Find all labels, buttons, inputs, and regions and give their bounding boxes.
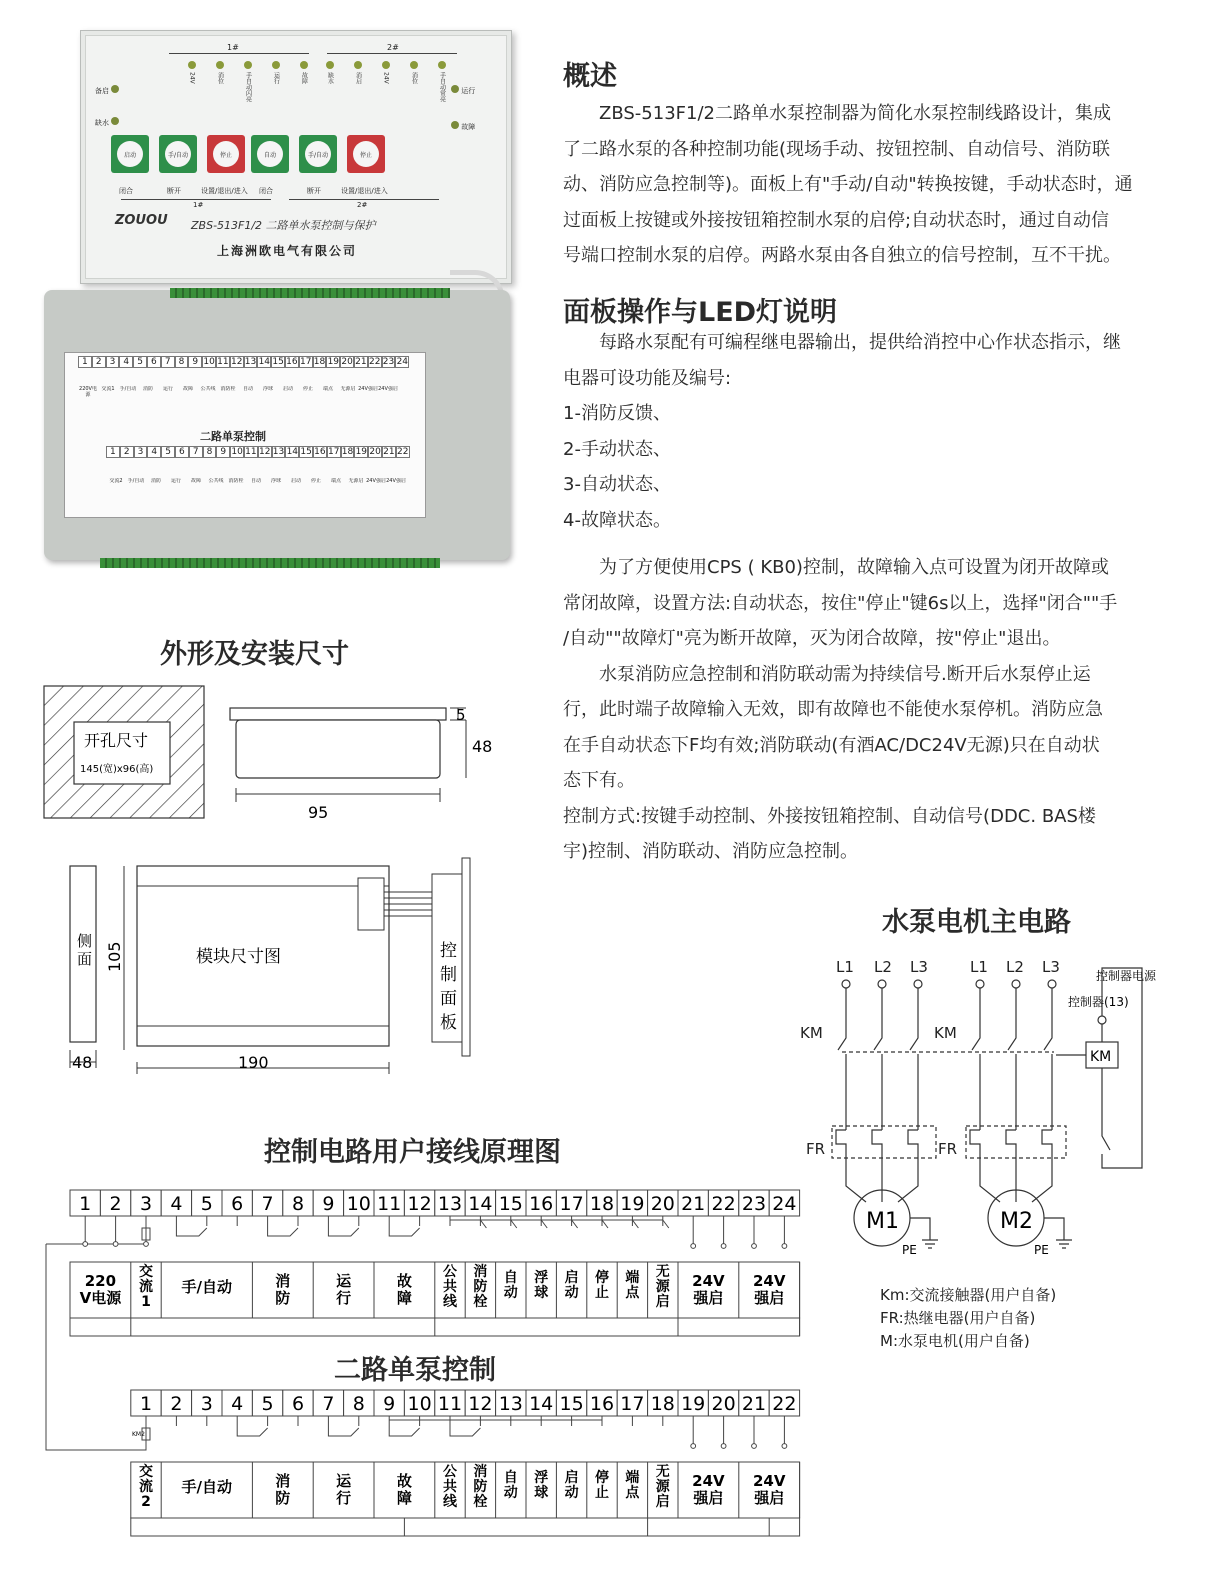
terminal-nums1-7: 7 xyxy=(261,1193,274,1215)
mini-terminal-nums2-1: 2 xyxy=(120,446,134,458)
g2-led-2: 24V xyxy=(375,61,397,86)
labels2-cell-4: 故障 xyxy=(396,1472,412,1507)
labels2-cell-8: 浮球 xyxy=(534,1470,549,1501)
labels2-cell-10: 停止 xyxy=(595,1470,609,1501)
mini-label-labels1-15: 24V强启 xyxy=(378,386,398,392)
mini-label-labels1-2: 手/自动 xyxy=(119,386,137,392)
mini-terminal-nums1-4: 5 xyxy=(133,356,147,368)
motor-m2: M2 xyxy=(1000,1209,1033,1234)
mini-label-labels2-9: 启动 xyxy=(290,478,301,484)
mini-terminal-nums1-6: 7 xyxy=(161,356,175,368)
led-standby: 备启 xyxy=(95,85,119,96)
mini-terminal-nums1-0: 1 xyxy=(78,356,92,368)
terminal-nums2-1: 1 xyxy=(139,1393,153,1415)
motor-m1: M1 xyxy=(866,1209,899,1234)
km2-label: KM2 xyxy=(132,1431,145,1438)
mini-label-labels1-12: 端点 xyxy=(322,386,333,392)
side-label: 侧面 xyxy=(77,932,93,968)
mini-label-labels1-8: 自动 xyxy=(242,386,253,392)
terminal-nums2-5: 5 xyxy=(261,1393,274,1415)
dim-48b: 48 xyxy=(72,1053,93,1072)
controller13-label: 控制器(13) xyxy=(1068,995,1129,1009)
terminal-nums2-11: 11 xyxy=(437,1393,463,1415)
mini-terminal-nums2-11: 12 xyxy=(258,447,271,457)
terminal-nums1-18: 18 xyxy=(589,1193,615,1215)
terminal-nums1-15: 15 xyxy=(498,1193,523,1215)
cutout-label: 开孔尺寸 xyxy=(84,731,149,750)
module-title: 二路单泵控制 xyxy=(200,430,266,443)
mini-terminal-nums2-18: 19 xyxy=(355,447,368,457)
brand-logo: ZOUOU xyxy=(115,213,168,228)
mini-label-labels1-11: 停止 xyxy=(302,386,313,392)
svg-text:KM: KM xyxy=(800,1024,823,1042)
terminal-nums1-4: 4 xyxy=(170,1193,183,1215)
mini-label-labels2-3: 运行 xyxy=(170,478,181,484)
mini-terminal-nums2-12: 13 xyxy=(272,447,285,457)
mini-terminal-nums1-12: 13 xyxy=(244,357,257,367)
g1-led-4: 故障 xyxy=(293,61,315,86)
mini-label-labels1-4: 运行 xyxy=(162,386,173,392)
mini-terminal-nums1-5: 6 xyxy=(147,356,161,368)
dim-95: 95 xyxy=(308,803,329,822)
mini-label-labels2-14: 24V强启 xyxy=(386,478,406,484)
mini-terminal-nums2-7: 8 xyxy=(203,446,217,458)
dim-5: 5 xyxy=(456,706,466,724)
mini-terminal-nums2-4: 5 xyxy=(161,446,175,458)
g1-led-3: 运行 xyxy=(265,61,287,86)
labels1-cell-0: 220 V电源 xyxy=(79,1272,122,1307)
terminal-nums1-9: 9 xyxy=(322,1193,335,1215)
mini-terminal-nums1-2: 3 xyxy=(106,356,120,368)
labels2-cell-2: 消防 xyxy=(275,1472,291,1507)
mini-terminal-nums2-5: 6 xyxy=(175,446,189,458)
labels2-cell-9: 启动 xyxy=(564,1470,579,1501)
mini-terminal-nums1-21: 22 xyxy=(368,357,381,367)
labels1-cell-2: 手/自动 xyxy=(181,1278,233,1296)
mini-terminal-nums2-15: 16 xyxy=(314,447,326,457)
mini-terminal-nums1-8: 9 xyxy=(188,356,202,368)
mini-terminal-nums1-19: 20 xyxy=(341,357,353,367)
terminal-nums2-20: 20 xyxy=(711,1393,736,1415)
labels2-cell-7: 自动 xyxy=(503,1470,518,1501)
mini-label-labels1-5: 故障 xyxy=(182,386,193,392)
cutout-size: 145(宽)x96(高) xyxy=(80,764,154,775)
mini-terminal-nums1-10: 11 xyxy=(217,357,229,367)
terminal-nums2-9: 9 xyxy=(383,1393,396,1415)
mini-terminal-nums1-11: 12 xyxy=(230,357,243,367)
mini-terminal-nums1-18: 19 xyxy=(327,357,340,367)
terminal-nums1-16: 16 xyxy=(529,1193,554,1215)
labels2-cell-14: 24V 强启 xyxy=(752,1472,786,1507)
terminal-nums1-14: 14 xyxy=(468,1193,493,1215)
wiring-diagram xyxy=(0,1180,820,1570)
labels1-cell-7: 消防栓 xyxy=(473,1264,488,1310)
g2-led-1: 消启 xyxy=(347,61,369,86)
svg-text:KM: KM xyxy=(1090,1049,1112,1065)
mini-terminal-nums1-9: 10 xyxy=(203,357,215,367)
svg-text:L1: L1 xyxy=(970,958,988,976)
terminal-nums1-10: 10 xyxy=(346,1193,371,1215)
mini-terminal-nums1-15: 16 xyxy=(286,357,298,367)
mini-terminal-nums1-14: 15 xyxy=(272,357,284,367)
g1-led-2: 手自动闪亮 xyxy=(237,61,259,104)
mini-label-labels2-10: 停止 xyxy=(310,478,321,484)
g1-led-0: 24V xyxy=(181,61,203,86)
terminal-nums2-13: 13 xyxy=(498,1393,523,1415)
terminal-nums2-10: 10 xyxy=(407,1393,432,1415)
mini-label-labels2-6: 消防栓 xyxy=(228,478,244,484)
led-fault: 故障 xyxy=(451,121,475,132)
terminal-nums1-17: 17 xyxy=(559,1193,584,1215)
motor-title: 水泵电机主电路 xyxy=(882,907,1071,938)
svg-text:L3: L3 xyxy=(1042,958,1060,976)
mini-label-labels2-7: 自动 xyxy=(250,478,261,484)
mini-label-labels2-5: 公共线 xyxy=(208,478,224,484)
mini-terminal-nums1-17: 18 xyxy=(313,357,326,367)
mini-label-labels1-3: 消防 xyxy=(142,386,153,392)
mini-terminal-nums1-13: 14 xyxy=(258,357,271,367)
mini-terminal-nums2-16: 17 xyxy=(327,447,340,457)
device-button-0[interactable]: 启动 xyxy=(111,135,149,173)
mini-label-labels1-1: 交流1 xyxy=(101,386,115,392)
overview-title: 概述 xyxy=(563,61,617,92)
mini-label-labels1-10: 启动 xyxy=(282,386,293,392)
mini-terminal-nums2-0: 1 xyxy=(106,446,120,458)
mini-terminal-nums2-10: 11 xyxy=(245,447,257,457)
mini-label-labels2-12: 无源启 xyxy=(348,478,364,484)
mini-label-labels1-9: 浮球 xyxy=(262,386,273,392)
g2-led-0: 缺水 xyxy=(319,61,341,86)
mini-terminal-nums2-9: 10 xyxy=(231,447,243,457)
mini-terminal-nums2-6: 7 xyxy=(189,446,203,458)
labels1-cell-14: 24V 强启 xyxy=(692,1272,725,1307)
labels1-cell-11: 停止 xyxy=(595,1270,609,1301)
svg-text:KM: KM xyxy=(934,1024,957,1042)
labels2-cell-11: 端点 xyxy=(625,1470,640,1501)
mini-label-labels1-13: 无源启 xyxy=(340,386,356,392)
g1-led-1: 消位 xyxy=(209,61,231,86)
motor-circuit xyxy=(790,950,1200,1270)
terminal-nums2-18: 18 xyxy=(650,1393,675,1415)
device-button-label-5: 设置/退出/进入 xyxy=(341,187,388,195)
terminal-nums1-13: 13 xyxy=(437,1193,463,1215)
device-front-panel: 1# 2# 24V 消位 手自动闪亮 运行 故障 缺水 消启 24V 消位 手自动常亮 备启 缺水 运行 故障 启动 手/自动 停止 自动 手/自动 停止 闭合 断开 设置/退出/进入 闭合 断开 设置/退出/进入 1# 2# ZOUOU ZBS-513F1/2 二路单水泵控制与保护 上海洲欧电气有限公司 xyxy=(80,30,512,284)
terminal-nums1-24: 24 xyxy=(772,1193,797,1215)
wiring-title: 控制电路用户接线原理图 xyxy=(264,1137,561,1168)
svg-text:PE: PE xyxy=(902,1243,917,1257)
terminal-nums1-5: 5 xyxy=(200,1193,213,1215)
device-button-label-0: 闭合 xyxy=(119,187,133,195)
device-button-label-1: 断开 xyxy=(167,187,181,195)
labels1-cell-9: 浮球 xyxy=(534,1270,549,1301)
led-water-shortage: 缺水 xyxy=(95,117,119,128)
mini-label-labels2-1: 手/自动 xyxy=(127,478,145,484)
led-running: 运行 xyxy=(451,85,475,96)
mini-label-labels1-0: 220V电源 xyxy=(79,386,97,398)
mini-label-labels2-13: 24V强启 xyxy=(366,478,386,484)
mini-label-labels2-8: 浮球 xyxy=(270,478,281,484)
labels1-cell-5: 故障 xyxy=(396,1272,412,1307)
labels1-cell-12: 端点 xyxy=(625,1270,640,1301)
panel-title: 面板操作与LED灯说明 xyxy=(563,297,838,328)
mini-terminal-nums1-1: 2 xyxy=(92,356,106,368)
terminal-nums1-23: 23 xyxy=(741,1193,767,1215)
device-button-2[interactable]: 停止 xyxy=(207,135,245,173)
terminal-nums2-14: 14 xyxy=(529,1393,554,1415)
terminal-nums2-21: 21 xyxy=(741,1393,767,1415)
device-button-label-2: 设置/退出/进入 xyxy=(201,187,248,195)
terminal-nums2-12: 12 xyxy=(468,1393,493,1415)
labels2-cell-6: 消防栓 xyxy=(473,1464,488,1510)
device-button-label-3: 闭合 xyxy=(259,187,273,195)
terminal-nums2-19: 19 xyxy=(681,1393,706,1415)
terminal-nums2-7: 7 xyxy=(322,1393,335,1415)
mini-terminal-nums2-8: 9 xyxy=(216,446,230,458)
device-photo xyxy=(40,30,520,575)
mini-label-labels2-2: 消防 xyxy=(150,478,161,484)
terminal-nums1-21: 21 xyxy=(681,1193,706,1215)
mini-terminal-nums2-21: 22 xyxy=(396,447,409,457)
device-company: 上海洲欧电气有限公司 xyxy=(217,244,358,258)
g2-led-4: 手自动常亮 xyxy=(431,61,453,104)
mini-terminal-nums2-20: 21 xyxy=(383,447,395,457)
dim-48: 48 xyxy=(472,737,493,756)
g2-led-3: 消位 xyxy=(403,61,425,86)
mini-terminal-nums2-14: 15 xyxy=(300,447,312,457)
wiring-subtitle: 二路单泵控制 xyxy=(334,1355,496,1386)
mini-terminal-nums1-22: 23 xyxy=(382,357,395,367)
mini-terminal-nums1-7: 8 xyxy=(175,356,189,368)
labels1-cell-6: 公共线 xyxy=(443,1264,457,1310)
terminal-nums1-8: 8 xyxy=(291,1193,305,1215)
device-button-3[interactable]: 自动 xyxy=(251,135,289,173)
dim-190: 190 xyxy=(238,1053,269,1072)
group1-label: 1# xyxy=(227,43,239,52)
labels1-cell-1: 交流 1 xyxy=(139,1264,153,1310)
labels1-cell-13: 无源启 xyxy=(655,1264,670,1310)
group2-label: 2# xyxy=(387,43,399,52)
dim-105: 105 xyxy=(105,941,124,972)
motor-legend: Km:交流接触器(用户自备) FR:热继电器(用户自备) M:水泵电机(用户自备) xyxy=(880,1286,1057,1350)
mini-terminal-nums1-23: 24 xyxy=(396,357,409,367)
mini-terminal-nums2-17: 18 xyxy=(341,447,354,457)
labels2-cell-3: 运行 xyxy=(336,1472,352,1507)
dimensions-title: 外形及安装尺寸 xyxy=(160,639,349,670)
labels1-cell-4: 运行 xyxy=(336,1272,352,1307)
labels2-cell-12: 无源启 xyxy=(655,1464,670,1510)
terminal-nums1-12: 12 xyxy=(407,1193,432,1215)
labels1-cell-3: 消防 xyxy=(275,1272,291,1307)
labels1-cell-8: 自动 xyxy=(503,1270,518,1301)
terminal-nums2-16: 16 xyxy=(589,1393,615,1415)
mini-label-labels2-0: 交流2 xyxy=(109,478,123,484)
panel-body: 每路水泵配有可编程继电器输出，提供给消控中心作状态指示，继 电器可设功能及编号: 1-消防反馈、 2-手动状态、 3-自动状态、 4-故障状态。 为了方便使用CPS ( KB0)控制，故障输入点可设置为闭开故障或 常闭故障，设置方法:自动状态，按住"停止"键6s以上，选择"闭合""手 /自动""故障灯"亮为断开故障，灭为闭合故障，按"停止"退出。 水泵消防应急控制和消防联动需为持续信号.断开后水泵停止运 行，此时端子故障输入无效，即有故障也不能使水泵停机。消防应急 在手自动状态下F均有效;消防联动(有酒AC/DC24V无源)只在自动状 态下有。 控制方式:按键手动控制、外接按钮箱控制、自动信号(DDC. BAS楼 宇)控制、消防联动、消防应急控制。 xyxy=(563,332,1121,862)
mini-label-labels1-7: 消防栓 xyxy=(220,386,236,392)
labels2-cell-1: 手/自动 xyxy=(181,1478,233,1496)
control-panel-label: 控制面板 xyxy=(440,941,457,1033)
svg-text:PE: PE xyxy=(1034,1243,1049,1257)
svg-text:FR: FR xyxy=(806,1140,826,1158)
terminal-nums2-8: 8 xyxy=(352,1393,365,1415)
svg-text:FR: FR xyxy=(938,1140,958,1158)
terminal-nums1-3: 3 xyxy=(139,1193,153,1215)
mini-label-labels1-6: 公共线 xyxy=(200,386,216,392)
svg-text:L2: L2 xyxy=(874,958,892,976)
overview-body: ZBS-513F1/2二路单水泵控制器为简化水泵控制线路设计，集成 了二路水泵的各种控制功能(现场手动、按钮控制、自动信号、消防联 动、消防应急控制等)。面板上有"手动/自动"转换按键，手动状态时，通 过面板上按键或外接按钮箱控制水泵的启停;自动状态时，通过自动信 号端口控制水泵的启停。两路水泵由各自独立的信号控制，互不干扰。 xyxy=(563,103,1133,266)
mini-label-labels2-4: 故障 xyxy=(190,478,201,484)
terminal-nums1-2: 2 xyxy=(109,1193,122,1215)
labels1-cell-15: 24V 强启 xyxy=(752,1272,786,1307)
mini-label-labels1-14: 24V强启 xyxy=(358,386,378,392)
terminal-nums2-17: 17 xyxy=(620,1393,645,1415)
mini-terminal-nums2-3: 4 xyxy=(147,446,161,458)
labels2-cell-13: 24V 强启 xyxy=(692,1472,725,1507)
device-button-label-4: 断开 xyxy=(307,187,321,195)
terminal-nums1-11: 11 xyxy=(377,1193,402,1215)
mini-label-labels2-11: 端点 xyxy=(330,478,341,484)
labels1-cell-10: 启动 xyxy=(564,1270,579,1301)
terminal-nums2-3: 3 xyxy=(200,1393,213,1415)
controller-power-label: 控制器电源 xyxy=(1096,969,1157,983)
terminal-nums1-22: 22 xyxy=(711,1193,736,1215)
terminal-nums2-4: 4 xyxy=(231,1393,244,1415)
svg-text:L1: L1 xyxy=(836,958,854,976)
module-size-label: 模块尺寸图 xyxy=(196,947,281,967)
terminal-nums1-1: 1 xyxy=(79,1193,92,1215)
mini-terminal-nums1-16: 17 xyxy=(299,357,312,367)
device-model: ZBS-513F1/2 二路单水泵控制与保护 xyxy=(191,219,376,232)
labels2-cell-5: 公共线 xyxy=(443,1464,457,1510)
device-button-5[interactable]: 停止 xyxy=(347,135,385,173)
terminal-nums1-20: 20 xyxy=(650,1193,675,1215)
mini-terminal-nums1-20: 21 xyxy=(355,357,367,367)
mini-terminal-nums2-19: 20 xyxy=(369,447,381,457)
device-button-4[interactable]: 手/自动 xyxy=(299,135,337,173)
terminal-nums2-2: 2 xyxy=(170,1393,183,1415)
svg-text:L2: L2 xyxy=(1006,958,1024,976)
dimension-drawings xyxy=(0,670,560,1090)
mini-terminal-nums2-13: 14 xyxy=(286,447,299,457)
terminal-nums2-22: 22 xyxy=(772,1393,797,1415)
svg-text:L3: L3 xyxy=(910,958,928,976)
terminal-nums2-15: 15 xyxy=(559,1393,584,1415)
mini-terminal-nums2-2: 3 xyxy=(134,446,148,458)
labels2-cell-0: 交流 2 xyxy=(139,1464,153,1510)
terminal-nums1-6: 6 xyxy=(231,1193,244,1215)
terminal-nums2-6: 6 xyxy=(291,1393,305,1415)
terminal-nums1-19: 19 xyxy=(620,1193,645,1215)
device-button-1[interactable]: 手/自动 xyxy=(159,135,197,173)
mini-terminal-nums1-3: 4 xyxy=(119,356,133,368)
